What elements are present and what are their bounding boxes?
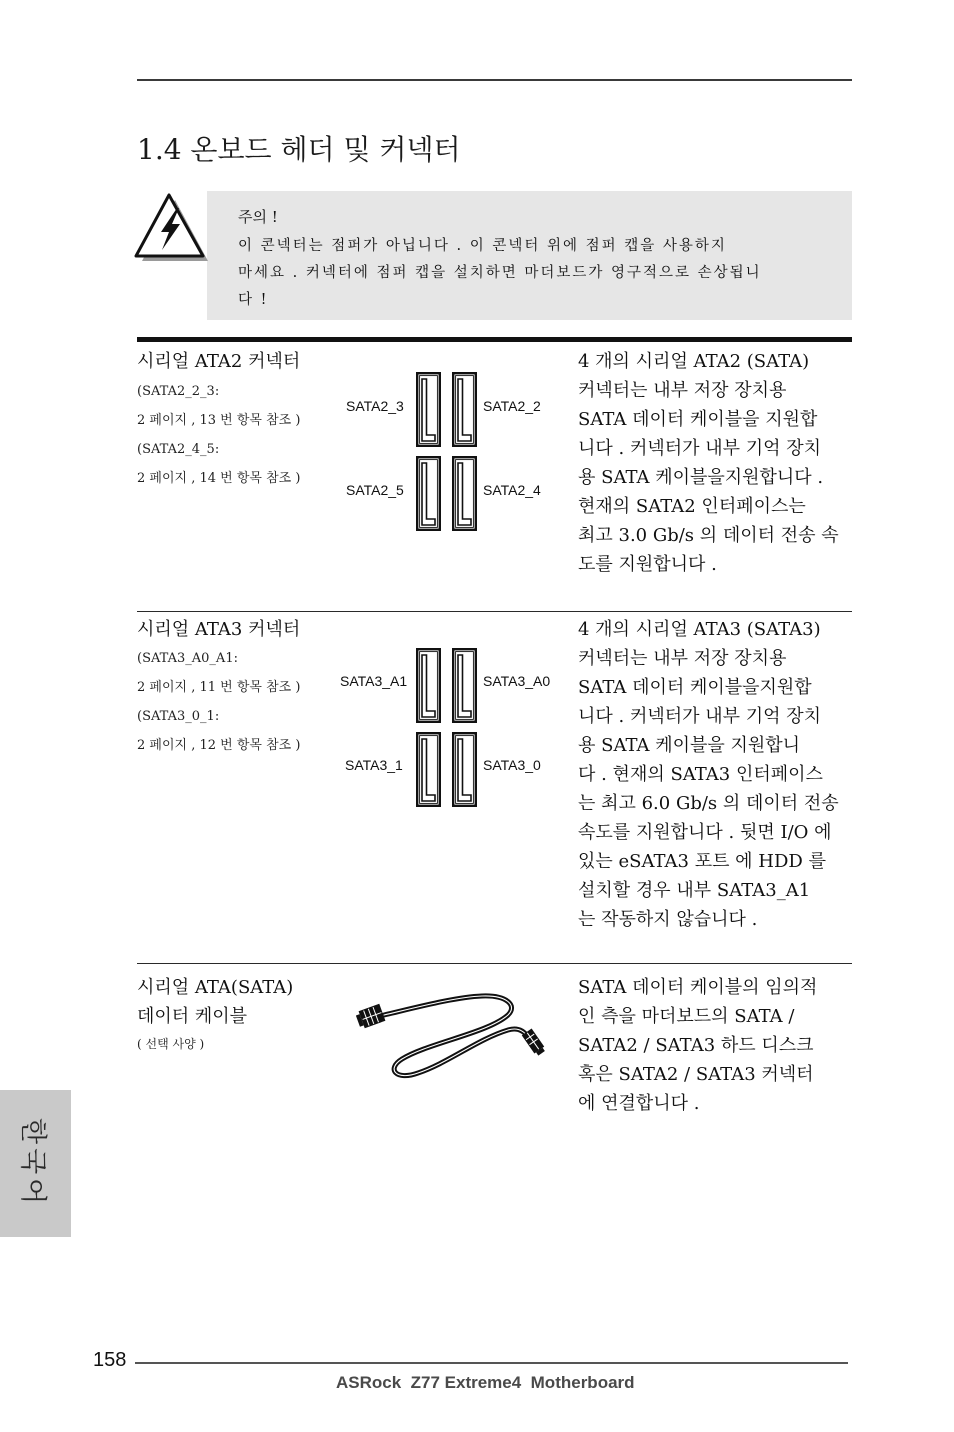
- section-note: ( 선택 사양 ): [137, 1037, 205, 1051]
- connector-label-sata2-3: SATA2_3: [346, 398, 404, 414]
- sata-connector-sata2-3: [416, 372, 441, 447]
- description-line: 용 SATA 케이블을지원합니다 .: [578, 467, 824, 488]
- section-note: (SATA2_2_3:: [137, 384, 220, 399]
- section-divider-thick: [137, 337, 852, 342]
- warning-icon: [133, 192, 209, 264]
- section-title-line: 시리얼 ATA(SATA): [137, 977, 294, 998]
- description-line: 4 개의 시리얼 ATA2 (SATA): [578, 351, 810, 372]
- caution-text-line: 마세요 . 커넥터에 점퍼 캡을 설치하면 마더보드가 영구적으로 손상됩니: [238, 265, 762, 281]
- section-title-line: 시리얼 ATA3 커넥터: [137, 619, 301, 640]
- sata-connector-sata3-1: [416, 732, 441, 807]
- section-title: [137, 973, 293, 1031]
- section-note: 2 페이지 , 14 번 항목 참조 ): [137, 471, 301, 486]
- description-line: 설치할 경우 내부 SATA3_A1: [578, 880, 811, 901]
- sata-connector-sata3-a1: [416, 648, 441, 723]
- description-line: 는 작동하지 않습니다 .: [578, 909, 758, 930]
- section-title: [137, 347, 300, 376]
- description-line: 다 . 현재의 SATA3 인터페이스: [578, 764, 823, 785]
- section-notes: [137, 1030, 204, 1059]
- description-line: SATA2 / SATA3 하드 디스크: [578, 1035, 814, 1056]
- description-line: 는 최고 6.0 Gb/s 의 데이터 전송: [578, 793, 839, 814]
- section-note: (SATA2_4_5:: [137, 442, 220, 457]
- sata-connector-sata2-4: [452, 456, 477, 531]
- connector-label-sata3-0: SATA3_0: [483, 757, 541, 773]
- footer-rule: [135, 1362, 848, 1364]
- section-title-line: 시리얼 ATA2 커넥터: [137, 351, 301, 372]
- description-line: 현재의 SATA2 인터페이스는: [578, 496, 806, 517]
- sata-connector-sata3-0: [452, 732, 477, 807]
- footer-product-name: ASRock Z77 Extreme4 Motherboard: [336, 1373, 635, 1392]
- page-number: 158: [93, 1349, 127, 1371]
- connector-label-sata3-1: SATA3_1: [345, 757, 403, 773]
- section-description: [578, 973, 817, 1118]
- section-notes: [137, 644, 300, 760]
- section-divider: [137, 963, 852, 964]
- connector-label-sata3-a1: SATA3_A1: [340, 673, 408, 689]
- description-line: 커넥터는 내부 저장 장치용: [578, 380, 787, 401]
- description-line: 커넥터는 내부 저장 장치용: [578, 648, 787, 669]
- section-notes: [137, 377, 300, 493]
- description-line: 인 측을 마더보드의 SATA /: [578, 1006, 795, 1027]
- section-title: [137, 615, 300, 644]
- description-line: 니다 . 커넥터가 내부 기억 장치: [578, 706, 821, 727]
- section-description: [578, 615, 839, 934]
- language-tab-label: 한국어: [17, 1118, 48, 1209]
- caution-text-line: 다 !: [238, 292, 269, 308]
- section-note: 2 페이지 , 12 번 항목 참조 ): [137, 738, 301, 753]
- top-rule: [137, 79, 852, 81]
- sata-connector-sata3-a0: [452, 648, 477, 723]
- description-line: 용 SATA 케이블을 지원합니: [578, 735, 801, 756]
- caution-text-line: 이 콘넥터는 점퍼가 아닙니다 . 이 콘넥터 위에 점퍼 캡을 사용하지: [238, 238, 727, 254]
- section-note: (SATA3_0_1:: [137, 709, 220, 724]
- connector-label-sata3-a0: SATA3_A0: [483, 673, 551, 689]
- caution-heading: 주의 !: [238, 208, 278, 226]
- description-line: 있는 eSATA3 포트 에 HDD 를: [578, 851, 826, 872]
- description-line: 최고 3.0 Gb/s 의 데이터 전송 속: [578, 525, 839, 546]
- caution-text: [238, 233, 762, 314]
- section-title-line: 데이터 케이블: [137, 1006, 248, 1027]
- language-tab: [0, 1090, 71, 1237]
- connector-label-sata2-2: SATA2_2: [483, 398, 541, 414]
- description-line: SATA 데이터 케이블의 임의적: [578, 977, 818, 998]
- connector-label-sata2-5: SATA2_5: [346, 482, 404, 498]
- description-line: 속도를 지원합니다 . 뒷면 I/O 에: [578, 822, 832, 843]
- description-line: 니다 . 커넥터가 내부 기억 장치: [578, 438, 821, 459]
- section-description: [578, 347, 839, 579]
- sata-cable-icon: [356, 993, 550, 1081]
- section-note: 2 페이지 , 13 번 항목 참조 ): [137, 413, 301, 428]
- description-line: SATA 데이터 케이블을지원합: [578, 677, 812, 698]
- description-line: SATA 데이터 케이블을 지원합: [578, 409, 818, 430]
- section-note: 2 페이지 , 11 번 항목 참조 ): [137, 680, 301, 695]
- sata-connector-sata2-2: [452, 372, 477, 447]
- description-line: 혹은 SATA2 / SATA3 커넥터: [578, 1064, 814, 1085]
- description-line: 4 개의 시리얼 ATA3 (SATA3): [578, 619, 821, 640]
- description-line: 에 연결합니다 .: [578, 1093, 700, 1114]
- connector-label-sata2-4: SATA2_4: [483, 482, 541, 498]
- section-note: (SATA3_A0_A1:: [137, 651, 238, 666]
- page-title: 1.4 온보드 헤더 및 커넥터: [137, 133, 461, 166]
- description-line: 도를 지원합니다 .: [578, 554, 717, 575]
- sata-connector-sata2-5: [416, 456, 441, 531]
- section-divider: [137, 611, 852, 612]
